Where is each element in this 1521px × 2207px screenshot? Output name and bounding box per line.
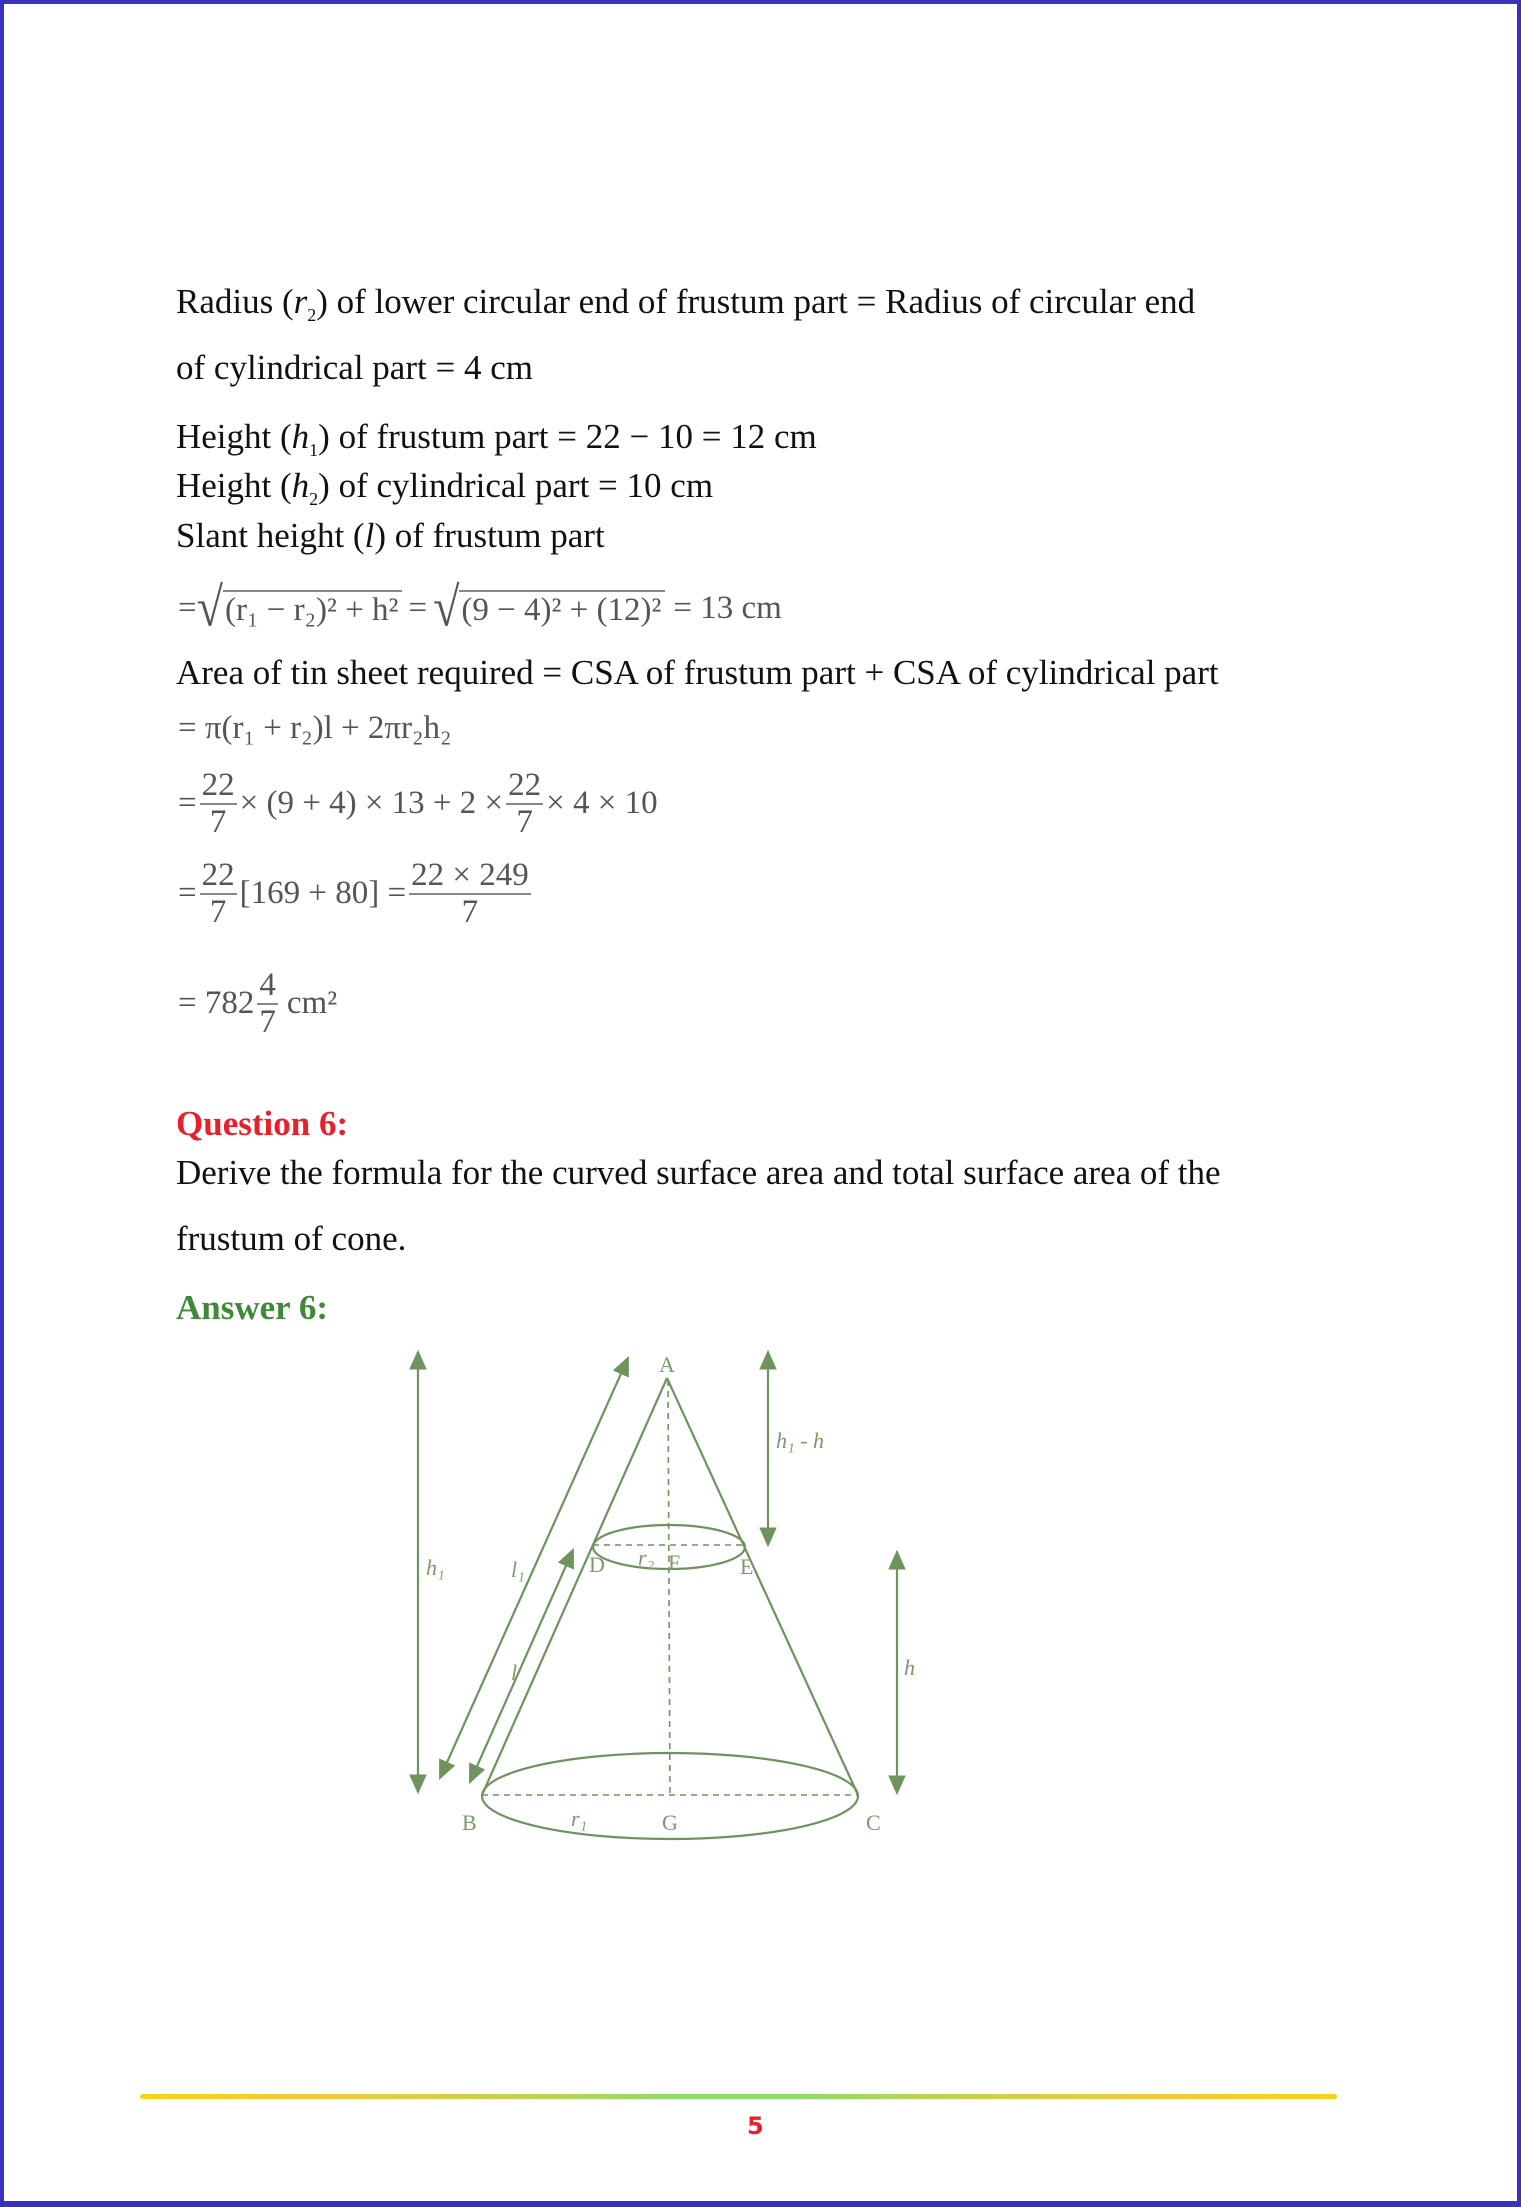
fraction: $\frac{22}{7}$ <box>508 767 542 840</box>
expr: = 782 <box>178 985 255 1022</box>
sub: 1 <box>309 440 319 460</box>
sqrt: √ (9 − 4)² + (12)² <box>433 584 665 632</box>
label-g: G <box>662 1810 678 1835</box>
sub: 2 <box>307 305 317 325</box>
label-r1: r₁ <box>571 1806 588 1831</box>
label-c: C <box>866 1810 881 1835</box>
cone-edge-ab <box>482 1378 667 1795</box>
text: Height ( <box>176 417 292 456</box>
csa-formula: = π(r₁ + r₂)l + 2πr₂h₂ <box>178 710 452 746</box>
var: r <box>293 282 308 321</box>
eq: = <box>178 875 197 912</box>
var: h <box>291 466 310 505</box>
eq: = <box>178 785 197 822</box>
axis-ag <box>668 1380 670 1795</box>
label-r2: r₂ <box>638 1545 655 1570</box>
question-text-cont: frustum of cone. <box>176 1219 407 1258</box>
sub: 2 <box>309 489 319 509</box>
expr: × 4 × 10 <box>546 785 658 822</box>
area-line: Area of tin sheet required = CSA of frustum part + CSA of cylindrical part <box>176 653 1219 692</box>
label-h1-minus-h: h₁ - h <box>776 1428 824 1453</box>
unit: cm² <box>286 985 338 1022</box>
label-l: l <box>511 1660 518 1685</box>
text: Slant height ( <box>176 516 365 555</box>
text: ) of frustum part <box>374 516 605 555</box>
label-f: F <box>668 1550 681 1575</box>
label-a: A <box>659 1352 675 1377</box>
result: = 13 cm <box>673 589 782 626</box>
expr: [169 + 80] = <box>239 875 407 912</box>
label-b: B <box>462 1810 477 1835</box>
footer-divider <box>140 2094 1337 2099</box>
label-l1: l₁ <box>511 1557 525 1582</box>
fraction: $\frac{22}{7}$ <box>201 857 235 930</box>
text: Radius ( <box>176 282 294 321</box>
sqrt: √ (r₁ − r₂)² + h² <box>197 584 403 632</box>
answer-label: Answer 6: <box>176 1288 328 1327</box>
text: ) of frustum part = 22 − 10 = 12 cm <box>318 417 817 456</box>
text: Height ( <box>176 466 292 505</box>
fraction: $\frac{22}{7}$ <box>201 767 235 840</box>
sqrt-body: (9 − 4)² + (12)² <box>459 590 665 627</box>
label-d: D <box>589 1552 605 1577</box>
question-text: Derive the formula for the curved surface area and total surface area of the <box>176 1153 1221 1192</box>
label-h1: h₁ <box>426 1555 445 1580</box>
sqrt-body: (r₁ − r₂)² + h² <box>223 590 402 627</box>
expr: × (9 + 4) × 13 + 2 × <box>239 785 504 822</box>
label-e: E <box>740 1554 754 1579</box>
radius-r2-line-cont: of cylindrical part = 4 cm <box>176 348 533 387</box>
cone-edge-ac <box>667 1378 858 1795</box>
eq: = <box>408 589 428 626</box>
fraction: $\frac{4}{7}$ <box>259 967 276 1040</box>
l-arrow <box>470 1550 573 1782</box>
eq: = <box>178 589 197 626</box>
var: h <box>291 417 310 456</box>
label-h: h <box>904 1655 915 1680</box>
fraction: $\frac{22 \times 249}{7}$ <box>411 857 529 930</box>
question-label: Question 6: <box>176 1104 349 1143</box>
page-number: 5 <box>747 2112 764 2140</box>
text: ) of lower circular end of frustum part = Radius of circular end <box>316 282 1196 321</box>
var: l <box>364 516 375 555</box>
text: ) of cylindrical part = 10 cm <box>318 466 714 505</box>
